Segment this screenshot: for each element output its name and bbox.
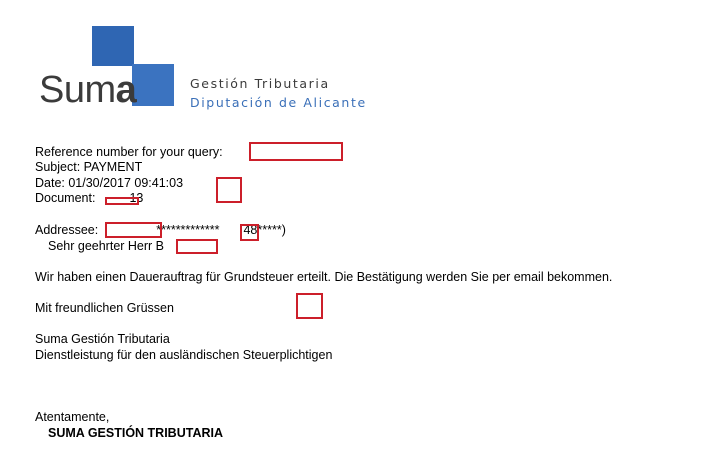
redaction-box (249, 142, 343, 161)
logo-wordmark: Suma (39, 69, 137, 111)
greeting-line: Sehr geehrter Herr B (48, 239, 165, 253)
redaction-box (105, 222, 162, 238)
closing-line: Mit freundlichen Grüssen (35, 301, 174, 315)
document-label: Document: (35, 191, 96, 205)
signature-line: SUMA GESTIÓN TRIBUTARIA (48, 426, 223, 440)
farewell-line: Atentamente, (35, 410, 110, 424)
redaction-box (296, 293, 323, 319)
document-suffix: 13 (129, 191, 144, 205)
addressee-suffix: 48*****) (243, 223, 286, 237)
logo-square-top (92, 26, 134, 66)
sender-department: Dienstleistung für den ausländischen Steuerplichtigen (35, 348, 333, 362)
redaction-box (216, 177, 242, 203)
sender-name: Suma Gestión Tributaria (35, 332, 170, 346)
logo-line-gestion: Gestión Tributaria (190, 76, 330, 91)
reference-line: Reference number for your query: (35, 145, 223, 159)
subject-line: Subject: PAYMENT (35, 160, 143, 174)
logo-line-diputacion: Diputación de Alicante (190, 95, 367, 110)
logo-square-bottom (132, 64, 174, 106)
addressee-label: Addressee: (35, 223, 99, 237)
date-line: Date: 01/30/2017 09:41:03 (35, 176, 184, 190)
redaction-box (105, 197, 139, 205)
redaction-box (240, 224, 259, 241)
addressee-masked: ************* (156, 223, 220, 237)
message-line: Wir haben einen Dauerauftrag für Grundsteuer erteilt. Die Bestätigung werden Sie per email bekommen. (35, 270, 613, 284)
redaction-box (176, 239, 218, 254)
